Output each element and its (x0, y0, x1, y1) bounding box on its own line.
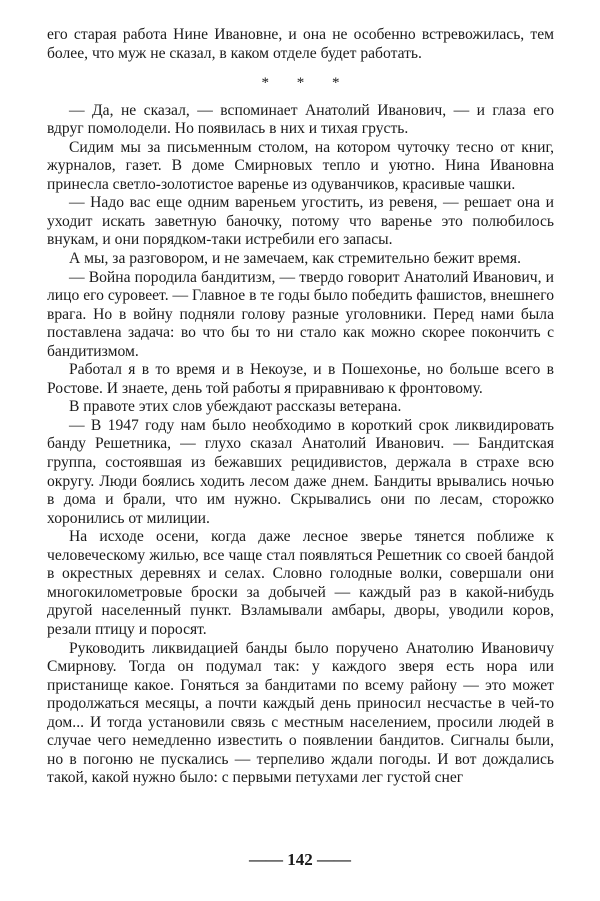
paragraph-6: — Война породила бандитизм, — твердо говорит Анатолий Иванович, и лицо его суровеет. — Главное в те годы было победить фашистов, внешнего врага. Но в войну подняли голову разные уголовники. Перед нами была поставлена задача: во что бы то ни стало как можно скорее покончить с бандитизмом. (47, 268, 554, 360)
paragraph-8: В правоте этих слов убеждают рассказы ветерана. (69, 398, 402, 416)
paragraph-9: — В 1947 году нам было необходимо в короткий срок ликвидировать банду Решетника, — глухо сказал Анатолий Иванович. — Бандитская группа, состоявшая из бежавших рецидивистов, держала в страхе всю округу. Люди боялись ходить лесом даже днем. Бандиты врывались ночью в дома и брали, что им нужно. Скрывались они по лесам, сторожко хоронились от милиции. (47, 416, 554, 527)
paragraph-4: — Надо вас еще одним вареньем угостить, из ревеня, — решает она и уходит искать заветную баночку, потому что варенье это полюбилось внукам, и они порядком-таки истребили его запасы. (47, 194, 554, 249)
paragraph-2: — Да, не сказал, — вспоминает Анатолий Иванович, — и глаза его вдруг помолодели. Но появилась в них и тихая грусть. (47, 101, 554, 138)
page-number: —— 142 —— (249, 850, 351, 869)
paragraph-3: Сидим мы за письменным столом, на котором чуточку тесно от книг, журналов, газет. В доме Смирновых тепло и уютно. Нина Ивановна принесла светло-золотистое варенье из одуванчиков, красивые чашки. (47, 138, 554, 193)
paragraph-10: На исходе осени, когда даже лесное зверье тянется поближе к человеческому жилью, все чаще стал появляться Решетник со своей бандой в окрестных деревнях и селах. Словно голодные волки, совершали они многокилометровые броски за добычей — каждый раз в какой-нибудь другой населенный пункт. Взламывали амбары, дворы, уводили коров, резали птицу и поросят. (47, 528, 554, 638)
page-text (47, 26, 554, 788)
section-separator: * * * (261, 75, 352, 92)
paragraph-1: его старая работа Нине Ивановне, и она не особенно встревожилась, тем более, что муж не сказал, в каком отделе будет работать. (47, 26, 554, 62)
paragraph-11: Руководить ликвидацией банды было поручено Анатолию Ивановичу Смирнову. Тогда он подумал так: у каждого зверя есть нора или пристанище какое. Гоняться за бандитами по всему району — это может продолжаться месяцы, а почти каждый день приносил несчастье в чей-то дом... И тогда установили связь с местным населением, просили людей в случае чего немедленно известить о появлении бандитов. Сигналы были, но в погоню не пускались — терпеливо ждали погоды. И вот дождались такой, какой нужно было: с первыми петухами лег густой снег (47, 639, 554, 787)
paragraph-7: Работал я в то время и в Некоузе, и в Пошехонье, но больше всего в Ростове. И знаете, день той работы я приравниваю к фронтовому. (47, 361, 554, 397)
paragraph-5: А мы, за разговором, и не замечаем, как стремительно бежит время. (69, 250, 521, 268)
